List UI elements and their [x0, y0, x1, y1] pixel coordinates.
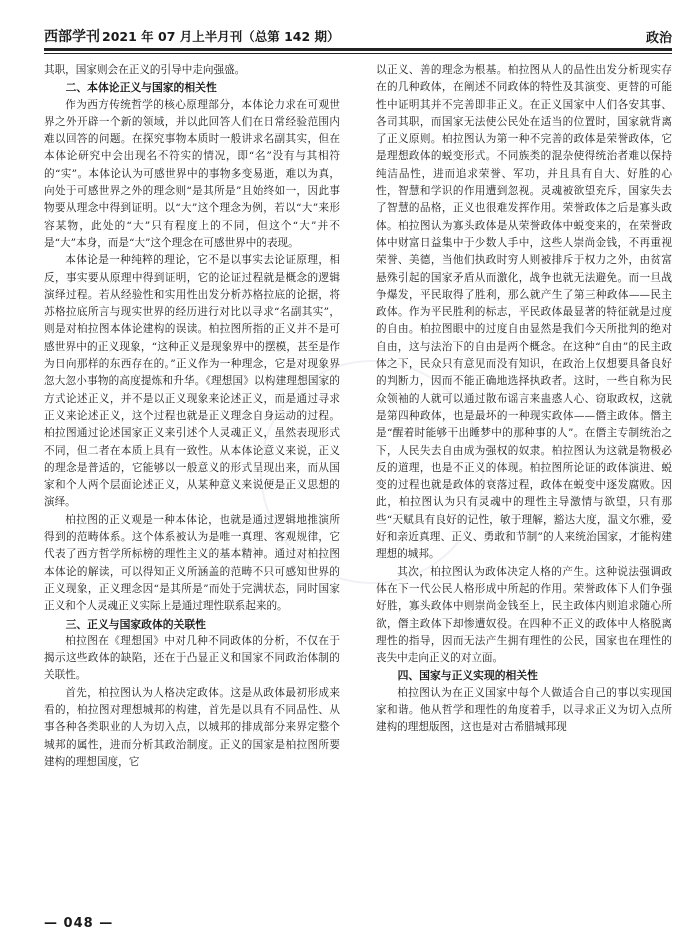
page-number: — 048 —: [44, 916, 114, 931]
paragraph: 柏拉图的正义观是一种本体论，也就是通过逻辑地推演所得到的范畴体系。这个体系被认为是唯一真理、客观规律，它代表了西方哲学所标榜的理性主义的基本精神。通过对柏拉图本体论的解读，可以得知正义所涵盖的范畴不只可感知世界的正义现象，正义理念因“是其所是”而处于完满状态，同时国家正义和个人灵魂正义实际上是通过理性联系起来的。: [44, 513, 340, 613]
paragraph: 以正义、善的理念为根基。柏拉图从人的品性出发分析现实存在的几种政体，在阐述不同政体的特性及其演变、更替的可能性中证明其并不完善即非正义。在正义国家中人们各安其事、各司其职，而国家无法使公民处在适当的位置时，国家就背离了正义原则。柏拉图认为第一种不完善的政体是荣誉政体，它是理想政体的蜕变形式。不同族类的混杂使得统治者难以保持纯洁品性，进而追求荣誉、军功，并且具有自大、好胜的心性，智慧和学识的作用遭到忽视。灵魂被欲望充斥，国家失去了智慧的品格，正义也很难发挥作用。荣誉政体之后是寡头政体。柏拉图认为寡头政体是从荣誉政体中蜕变来的，在荣誉政体中财富日益集中于少数人手中，这些人崇尚金钱，不再重视荣誉、美德，当他们执政时穷人则被排斥于权力之外，由贫富悬殊引起的国家矛盾从而激化，战争也就无法避免。而一旦战争爆发，平民取得了胜利，那么就产生了第三种政体——民主政体。作为平民胜利的标志，平民政体最显著的特征就是过度的自由。柏拉图眼中的过度自由显然是我们今天所批判的绝对自由，这与法治下的自由是两个概念。在这种“自由”的民主政体之下，民众只有意见而没有知识，在政治上仅想要具备良好的判断力，因而不能正确地选择执政者。这时，一些自称为民众领袖的人就可以通过散布谣言来蛊惑人心、窃取政权，这就是第四种政体，也是最坏的一种现实政体——僭主政体。僭主是“醒着时能够干出睡梦中的那种事的人”。在僭主专制统治之下，人民失去自由成为强权的奴隶。柏拉图认为这就是物极必反的道理，也是不正义的体现。柏拉图所论证的政体演进、蜕变的过程也就是政体的衰落过程，政体在蜕变中逐发腐败。因此，柏拉图认为只有灵魂中的理性主导激情与欲望，只有那些“天赋具有良好的记性，敏于理解，豁达大度，温文尔雅，爱好和亲近真理、正义、勇敢和节制”的人来统治国家，才能构建理想的城邦。: [376, 64, 672, 561]
paragraph: 其职，国家则会在正义的引导中走向强盛。: [44, 64, 246, 76]
paragraph: 其次，柏拉图认为政体决定人格的产生。这种说法强调政体在下一代公民人格形成中所起的作用。荣誉政体下人们争强好胜，寡头政体中则崇尚金钱至上，民主政体内则追求随心所欲，僭主政体下却惨遭奴役。在四种不正义的政体中人格脱离理性的指导，因而无法产生拥有理性的公民，国家也在理性的丧失中走向正义的对立面。: [376, 565, 672, 665]
paragraph: 本体论是一种纯粹的理论，它不是以事实去论证原理，相反，事实要从原理中得到证明，它的论证过程就是概念的逻辑演绎过程。若从经验性和实用性出发分析苏格拉底的论据，将苏格拉底所言与现实世界的经历进行对比以寻求“名副其实”，则是对柏拉图本体论建构的误读。柏拉图所指的正义并不是可感世界中的正义现象，“这种正义是现象界中的摆模，甚至是作为日向那样的东西存在的。”正义作为一种理念，它是对现象界忽大忽小事物的高度提炼和升华。《理想国》以构建理想国家的方式论述正义，并不是以正义现象来论述正义，而是通过寻求正义来论述正义，这个过程也就是正义理念自身运动的过程。柏拉图通过论述国家正义来引述个人灵魂正义，虽然表现形式不同，但二者在本质上具有一致性。从本体论意义来说，正义的理念是普适的，它能够以一般意义的形式呈现出来，而从国家和个人两个层面论述正义，从某种意义来说便是正义思想的演绎。: [44, 254, 340, 509]
header-rule-thin: [44, 53, 672, 54]
journal-logo: 西部学刊: [44, 29, 100, 45]
section-heading: 三、正义与国家政体的关联性: [65, 617, 206, 631]
paragraph: 柏拉图在《理想国》中对几种不同政体的分析，不仅在于揭示这些政体的缺陷，还在于凸显正义和国家不同政治体制的关联性。: [44, 634, 340, 682]
page-header: [44, 18, 672, 46]
issue-info: 2021 年 07 月上半月刊（总第 142 期）: [102, 29, 340, 44]
left-column: [44, 62, 340, 900]
paragraph: 首先，柏拉图认为人格决定政体。这是从政体最初形成来看的，柏拉图对理想城邦的构建，首先是以具有不同品性、从事各种各类职业的人为切入点，以城邦的排成部分来界定整个城邦的属性，进而分析其政治制度。正义的国家是柏拉图所要建构的理想国度，它: [44, 686, 340, 768]
section-name: 政治: [645, 31, 672, 46]
journal-masthead: [44, 26, 340, 46]
section-heading: 四、国家与正义实现的相关性: [397, 669, 538, 683]
paragraph: 作为西方传统哲学的核心原理部分，本体论力求在可观世界之外开辟一个新的领域，并以此回答人们在日常经验范围内难以回答的问题。在探究事物本质时一般讲求名副其实，但在本体论研究中会出现名不符实的情况，即“名”没有与其相符的“实”。本体论认为可感世界中的事物多变易逝，难以为真，向处于可感世界之外的理念则“是其所是”且始终如一，因此事物要从理念中得到证明。以“大”这个理念为例，若以“大”来形容某物，此处的“大”只有程度上的不同，但这个“大”并不是“大”本身，而是“大”这个理念在可感世界中的表现。: [44, 98, 340, 249]
right-column: [376, 62, 672, 900]
section-heading: 二、本体论正义与国家的相关性: [65, 81, 217, 95]
header-rule-thick: [44, 48, 672, 51]
paragraph: 柏拉图认为在正义国家中每个人做适合自己的事以实现国家和谐。他从哲学和理性的角度着手，以寻求正义为切入点所建构的理想版图，这也是对古希腊城邦现: [376, 686, 672, 734]
